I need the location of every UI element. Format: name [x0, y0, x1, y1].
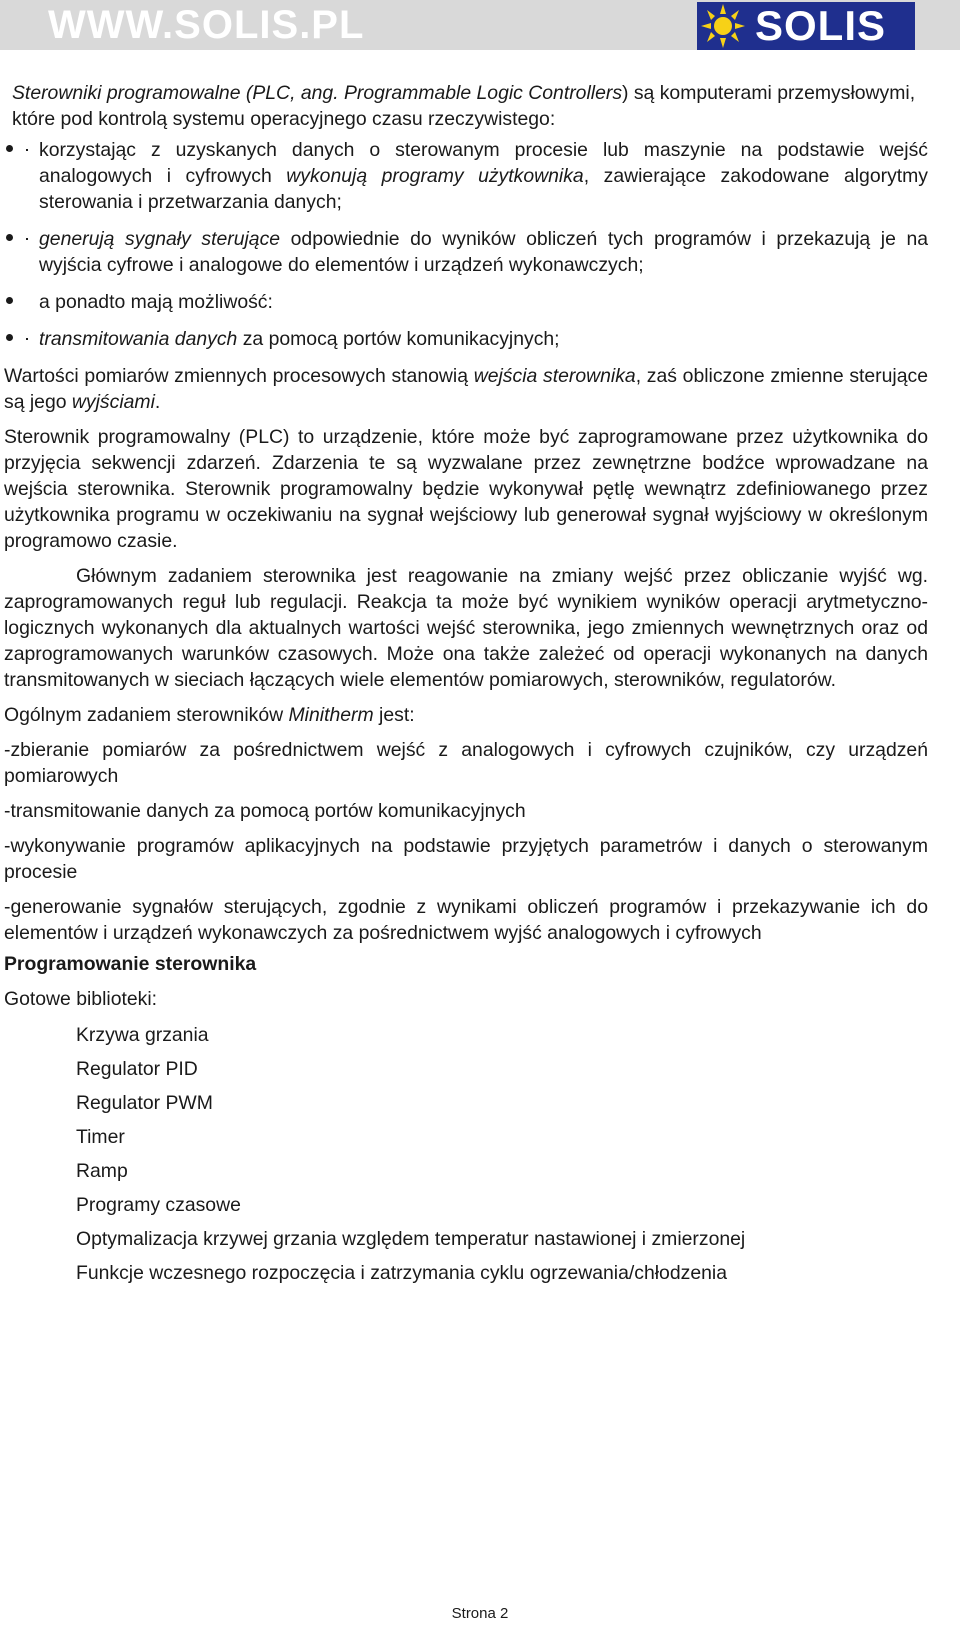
intro-text-2: ) są komputerami przemysłowymi, które pod kontrolą systemu operacyjnego czasu rzeczywistego: — [12, 82, 916, 130]
page-number: Strona 2 — [451, 1605, 509, 1622]
values-paragraph — [4, 363, 928, 415]
intro-text-abbrev: PLC, ang. Programmable Logic Controllers — [252, 82, 623, 104]
para-emphasis: wyjściami — [71, 391, 155, 413]
general-task-paragraph — [4, 702, 928, 728]
bullet-emphasis: generują sygnały sterujące — [39, 228, 281, 250]
library-item: Krzywa grzania — [76, 1024, 209, 1046]
tick-mark — [26, 149, 28, 151]
bullet-emphasis: wykonują programy użytkownika — [286, 165, 584, 187]
para-emphasis: wejścia sterownika — [473, 365, 636, 387]
plc-paragraph: Sterownik programowalny (PLC) to urządzenie, które może być zaprogramowane przez użytkownika do przyjęcia sekwencji zdarzeń. Zdarzenia te są wyzwalane przez zewnętrzne bodźce wprowadzane na wejścia sterownika. Sterownik programowalny będzie wykonywał pętlę wewnątrz zdefiniowanego przez użytkownika programu w oczekiwaniu na sygnał wejściowy lub generował sygnał wyjściowy w określonym programowo czasie. — [4, 426, 928, 552]
para-text: . — [154, 391, 161, 413]
main-task-paragraph: Głównym zadaniem sterownika jest reagowanie na zmiany wejść przez obliczanie wyjść wg. zaprogramowanych reguł lub regulacji. Reakcja ta może być wynikiem wyników operacji arytmetyczno-logicznych wykonanych dla aktualnych wartości wejść sterownika, jego zmiennych wewnętrznych oraz od zaprogramowanych warunków czasowych. Może ona także zależeć od operacji wykonanych na danych transmitowanych w sieciach łączących wiele elementów pomiarowych, sterowników, regulatorów. — [4, 565, 928, 691]
bullet-list — [4, 137, 928, 352]
library-item: Programy czasowe — [76, 1194, 241, 1216]
library-item: Ramp — [76, 1160, 128, 1182]
bullet-text: odpowiednie do wyników obliczeń tych programów i przekazują je na wyjścia cyfrowe i analogowe do elementów i urządzeń wykonawczych; — [39, 228, 929, 276]
task-item: -wykonywanie programów aplikacyjnych na podstawie przyjętych parametrów i danych o sterowanym procesie — [4, 835, 928, 883]
task-item: -generowanie sygnałów sterujących, zgodnie z wynikami obliczeń programów i przekazywanie ich do elementów i urządzeń wykonawczych za pośrednictwem wyjść analogowych i cyfrowych — [4, 896, 928, 944]
para-text: Ogólnym zadaniem sterowników — [4, 704, 289, 726]
intro-paragraph — [12, 80, 928, 132]
bullet-emphasis: transmitowania danych — [39, 328, 238, 350]
solis-logo — [697, 2, 915, 50]
bullet-icon — [6, 334, 13, 341]
task-item: -zbieranie pomiarów za pośrednictwem wejść z analogowych i cyfrowych czujników, czy urządzeń pomiarowych — [4, 739, 928, 787]
tick-mark — [26, 238, 28, 240]
section-title: Programowanie sterownika — [4, 953, 257, 975]
document-body — [4, 80, 928, 1290]
para-text: jest: — [373, 704, 415, 726]
library-item: Regulator PID — [76, 1058, 198, 1080]
bullet-item — [4, 137, 928, 215]
bullet-text: , zawierające zakodowane algorytmy sterowania i przetwarzania danych; — [39, 165, 928, 213]
library-item: Regulator PWM — [76, 1092, 213, 1114]
page-header — [0, 0, 960, 50]
library-item: Optymalizacja krzywej grzania względem temperatur nastawionej i zmierzonej — [76, 1228, 746, 1250]
task-item: -transmitowanie danych za pomocą portów komunikacyjnych — [4, 800, 526, 822]
library-item: Funkcje wczesnego rozpoczęcia i zatrzymania cyklu ogrzewania/chłodzenia — [76, 1262, 727, 1284]
bullet-icon — [6, 234, 13, 241]
bullet-text: korzystając z uzyskanych danych o sterowanym procesie lub maszynie na podstawie wejść analogowych i cyfrowych — [39, 139, 928, 187]
site-url-banner: WWW.SOLIS.PL — [48, 3, 365, 47]
tick-mark — [26, 338, 28, 340]
bullet-item — [4, 226, 928, 278]
bullet-item — [4, 326, 928, 352]
logo-text: SOLIS — [755, 2, 887, 49]
bullet-icon — [6, 297, 13, 304]
sun-icon — [699, 4, 747, 48]
library-item: Timer — [76, 1126, 125, 1148]
libraries-label: Gotowe biblioteki: — [4, 988, 158, 1010]
bullet-text: a ponadto mają możliwość: — [39, 291, 273, 313]
para-text: Wartości pomiarów zmiennych procesowych stanowią — [4, 365, 474, 387]
product-name: Minitherm — [288, 704, 374, 726]
bullet-item — [4, 289, 928, 315]
intro-text-1: Sterowniki programowalne ( — [12, 82, 253, 104]
bullet-text: za pomocą portów komunikacyjnych; — [237, 328, 560, 350]
library-list — [4, 1018, 928, 1290]
bullet-icon — [6, 145, 13, 152]
para-text: , zaś obliczone zmienne sterujące są jego — [4, 365, 928, 413]
